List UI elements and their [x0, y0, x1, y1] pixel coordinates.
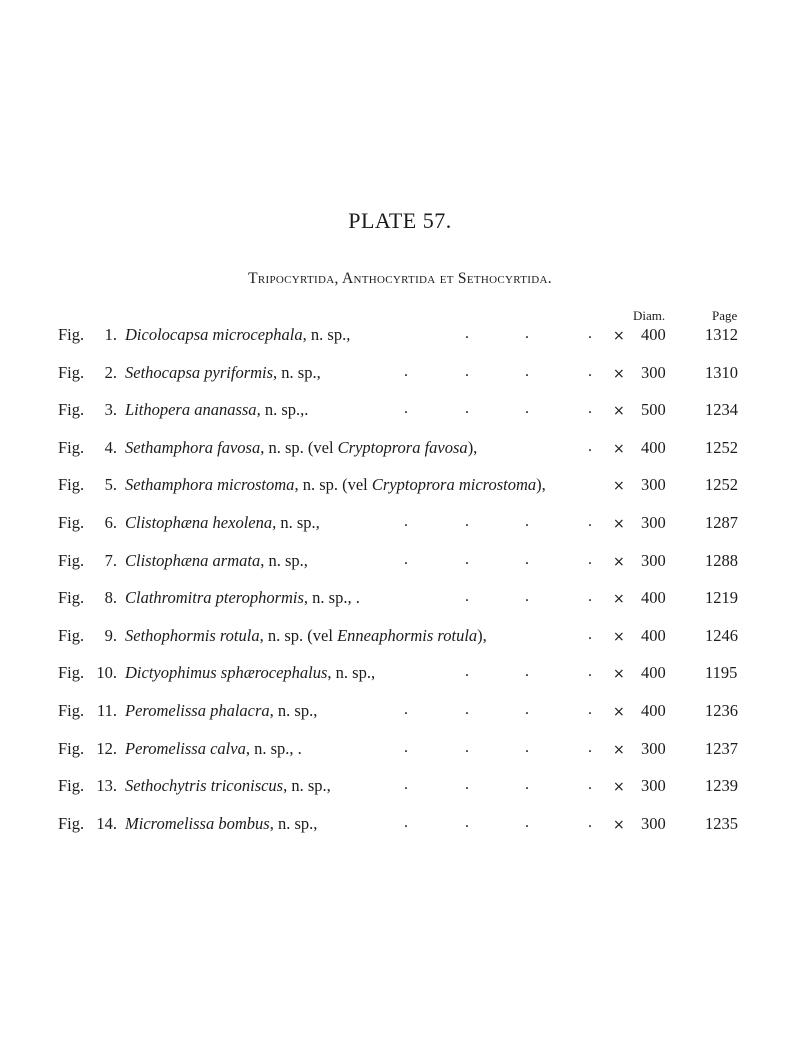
leader-dot: . — [588, 400, 592, 418]
figure-label: Fig. — [58, 663, 85, 683]
species-name: Micromelissa bombus — [125, 813, 270, 833]
page-column-header: Page — [712, 308, 738, 323]
page-value: 1236 — [705, 700, 738, 720]
page-value: 1246 — [705, 625, 738, 645]
magnification-symbol: × — [613, 515, 625, 532]
figure-description — [125, 363, 321, 383]
description-text: , n. sp., — [269, 813, 318, 833]
magnification-symbol: × — [613, 779, 625, 796]
figure-row — [0, 814, 800, 852]
magnification-symbol: × — [613, 365, 625, 382]
figure-label: Fig. — [58, 362, 85, 382]
figure-description — [125, 551, 308, 571]
figure-row — [0, 475, 800, 513]
description-text: , n. sp. (vel — [294, 475, 372, 495]
description-text: ), — [467, 437, 478, 457]
leader-dot: . — [404, 700, 408, 718]
figure-label: Fig. — [58, 738, 85, 758]
figure-number: 2. — [104, 362, 117, 382]
figure-description — [125, 438, 477, 458]
magnification-symbol: × — [613, 403, 625, 420]
figure-description — [125, 776, 331, 796]
magnification-symbol: × — [613, 591, 625, 608]
magnification-symbol: × — [613, 628, 625, 645]
leader-dot: . — [588, 813, 592, 831]
diameter-value: 300 — [641, 512, 666, 532]
figure-label: Fig. — [58, 437, 85, 457]
figure-number: 10. — [96, 663, 117, 683]
figure-number: 1. — [104, 325, 117, 344]
figure-description — [125, 475, 546, 495]
description-text: , n. sp., — [327, 663, 376, 683]
diameter-value: 400 — [641, 437, 666, 457]
figure-row — [0, 663, 800, 701]
figure-description — [125, 814, 317, 834]
page-value: 1235 — [705, 813, 738, 833]
figure-description — [125, 626, 487, 646]
species-name: Enneaphormis rotula — [337, 625, 478, 645]
leader-dot: . — [465, 700, 469, 718]
figure-label: Fig. — [58, 475, 85, 495]
leader-dot: . — [404, 400, 408, 418]
diameter-value: 300 — [641, 475, 666, 495]
leader-dot: . — [465, 400, 469, 418]
magnification-symbol: × — [613, 741, 625, 758]
magnification-symbol: × — [613, 816, 625, 833]
leader-dot: . — [525, 400, 529, 418]
figure-number: 9. — [104, 625, 117, 645]
leader-dot: . — [588, 738, 592, 756]
leader-dot: . — [404, 362, 408, 380]
page-value: 1237 — [705, 738, 738, 758]
figure-row — [0, 551, 800, 589]
leader-dot: . — [525, 663, 529, 681]
leader-dot: . — [525, 588, 529, 606]
figure-description — [125, 739, 302, 759]
figure-number: 14. — [96, 813, 117, 833]
diameter-value: 400 — [641, 588, 666, 608]
page-value: 1312 — [705, 325, 738, 344]
description-text: , n. sp., — [269, 700, 318, 720]
figure-row — [0, 513, 800, 551]
leader-dot: . — [404, 776, 408, 794]
leader-dot: . — [588, 550, 592, 568]
figure-row — [0, 739, 800, 777]
figure-number: 3. — [104, 400, 117, 420]
page-value: 1288 — [705, 550, 738, 570]
leader-dot: . — [525, 550, 529, 568]
leader-dot: . — [465, 512, 469, 530]
figure-row — [0, 776, 800, 814]
species-name: Sethamphora microstoma — [125, 475, 295, 495]
species-name: Dicolocapsa microcephala — [125, 325, 303, 344]
figure-description — [125, 588, 360, 608]
description-text: ), — [536, 475, 546, 495]
leader-dot: . — [465, 550, 469, 568]
figure-row — [0, 588, 800, 626]
leader-dot: . — [465, 663, 469, 681]
leader-dot: . — [588, 588, 592, 606]
species-name: Sethophormis rotula — [125, 625, 260, 645]
description-text: , n. sp., . — [245, 738, 302, 758]
leader-dot: . — [404, 512, 408, 530]
description-text: ), — [477, 625, 487, 645]
page-value: 1252 — [705, 437, 738, 457]
diameter-value: 300 — [641, 776, 666, 796]
leader-dot: . — [525, 776, 529, 794]
figure-number: 12. — [96, 738, 117, 758]
species-name: Clistophæna armata — [125, 550, 261, 570]
species-name: Dictyophimus sphærocephalus — [125, 663, 328, 683]
leader-dot: . — [525, 362, 529, 380]
page-value: 1310 — [705, 362, 738, 382]
figure-row — [0, 363, 800, 401]
figure-description — [125, 325, 350, 345]
figure-description — [125, 513, 320, 533]
leader-dot: . — [588, 325, 592, 342]
figure-label: Fig. — [58, 325, 85, 344]
diameter-value: 500 — [641, 400, 666, 420]
figure-row — [0, 438, 800, 476]
figure-row — [0, 626, 800, 664]
description-text: , n. sp.,. — [256, 400, 309, 420]
page-value: 1219 — [705, 588, 738, 608]
magnification-symbol: × — [613, 328, 625, 344]
leader-dot: . — [465, 776, 469, 794]
leader-dot: . — [525, 325, 529, 342]
diameter-value: 400 — [641, 625, 666, 645]
species-name: Sethocapsa pyriformis — [125, 362, 274, 382]
figure-label: Fig. — [58, 512, 85, 532]
figure-label: Fig. — [58, 700, 85, 720]
species-name: Clistophæna hexolena — [125, 512, 273, 532]
figure-number: 13. — [96, 776, 117, 796]
description-text: , n. sp., — [302, 325, 351, 344]
plate-subtitle: Tripocyrtida, Anthocyrtida et Sethocyrtida. — [248, 270, 552, 287]
page-value: 1239 — [705, 776, 738, 796]
diameter-value: 300 — [641, 550, 666, 570]
figure-label: Fig. — [58, 813, 85, 833]
magnification-symbol: × — [613, 553, 625, 570]
magnification-symbol: × — [613, 478, 625, 495]
leader-dot: . — [525, 700, 529, 718]
species-name: Cryptoprora favosa — [337, 437, 468, 457]
species-name: Sethochytris triconiscus — [125, 776, 284, 796]
species-name: Sethamphora favosa — [125, 437, 261, 457]
leader-dot: . — [465, 325, 469, 342]
figure-row — [0, 701, 800, 739]
figure-list — [0, 325, 800, 851]
diameter-value: 300 — [641, 813, 666, 833]
leader-dot: . — [588, 437, 592, 455]
description-text: , n. sp., — [273, 362, 321, 382]
diameter-value: 300 — [641, 362, 666, 382]
species-name: Lithopera ananassa — [125, 400, 257, 420]
leader-dot: . — [465, 588, 469, 606]
leader-dot: . — [588, 776, 592, 794]
figure-row — [0, 325, 800, 363]
plate-title: PLATE 57. — [348, 208, 452, 233]
leader-dot: . — [525, 813, 529, 831]
figure-label: Fig. — [58, 550, 85, 570]
magnification-symbol: × — [613, 703, 625, 720]
description-text: , n. sp. (vel — [259, 625, 338, 645]
figure-number: 6. — [104, 512, 117, 532]
description-text: , n. sp., — [272, 512, 320, 532]
leader-dot: . — [465, 362, 469, 380]
diameter-value: 300 — [641, 738, 666, 758]
leader-dot: . — [588, 625, 592, 643]
figure-label: Fig. — [58, 400, 85, 420]
species-name: Clathromitra pterophormis — [125, 588, 304, 608]
page-value: 1234 — [705, 400, 738, 420]
leader-dot: . — [404, 813, 408, 831]
leader-dot: . — [404, 550, 408, 568]
figure-description — [125, 663, 375, 683]
figure-number: 7. — [104, 550, 117, 570]
diam-column-header: Diam. — [633, 308, 666, 323]
figure-description — [125, 701, 317, 721]
description-text: , n. sp., . — [303, 588, 360, 608]
leader-dot: . — [525, 738, 529, 756]
leader-dot: . — [588, 362, 592, 380]
description-text: , n. sp., — [260, 550, 308, 570]
figure-label: Fig. — [58, 625, 85, 645]
leader-dot: . — [588, 512, 592, 530]
species-name: Cryptoprora microstoma — [371, 475, 537, 495]
figure-number: 8. — [104, 588, 117, 608]
species-name: Peromelissa calva — [125, 738, 246, 758]
page-value: 1287 — [705, 512, 738, 532]
leader-dot: . — [465, 738, 469, 756]
description-text: , n. sp. (vel — [260, 437, 338, 457]
species-name: Peromelissa phalacra — [125, 700, 270, 720]
magnification-symbol: × — [613, 440, 625, 457]
magnification-symbol: × — [613, 666, 625, 683]
figure-label: Fig. — [58, 588, 85, 608]
description-text: , n. sp., — [283, 776, 331, 796]
page-value: 1195 — [705, 663, 738, 683]
diameter-value: 400 — [641, 700, 666, 720]
diameter-value: 400 — [641, 663, 666, 683]
leader-dot: . — [465, 813, 469, 831]
figure-number: 5. — [104, 475, 117, 495]
leader-dot: . — [404, 738, 408, 756]
leader-dot: . — [588, 700, 592, 718]
figure-number: 4. — [104, 437, 117, 457]
diameter-value: 400 — [641, 325, 666, 344]
figure-row — [0, 400, 800, 438]
page-value: 1252 — [705, 475, 738, 495]
leader-dot: . — [588, 663, 592, 681]
leader-dot: . — [525, 512, 529, 530]
figure-number: 11. — [96, 700, 117, 720]
figure-label: Fig. — [58, 776, 85, 796]
figure-description — [125, 400, 308, 420]
